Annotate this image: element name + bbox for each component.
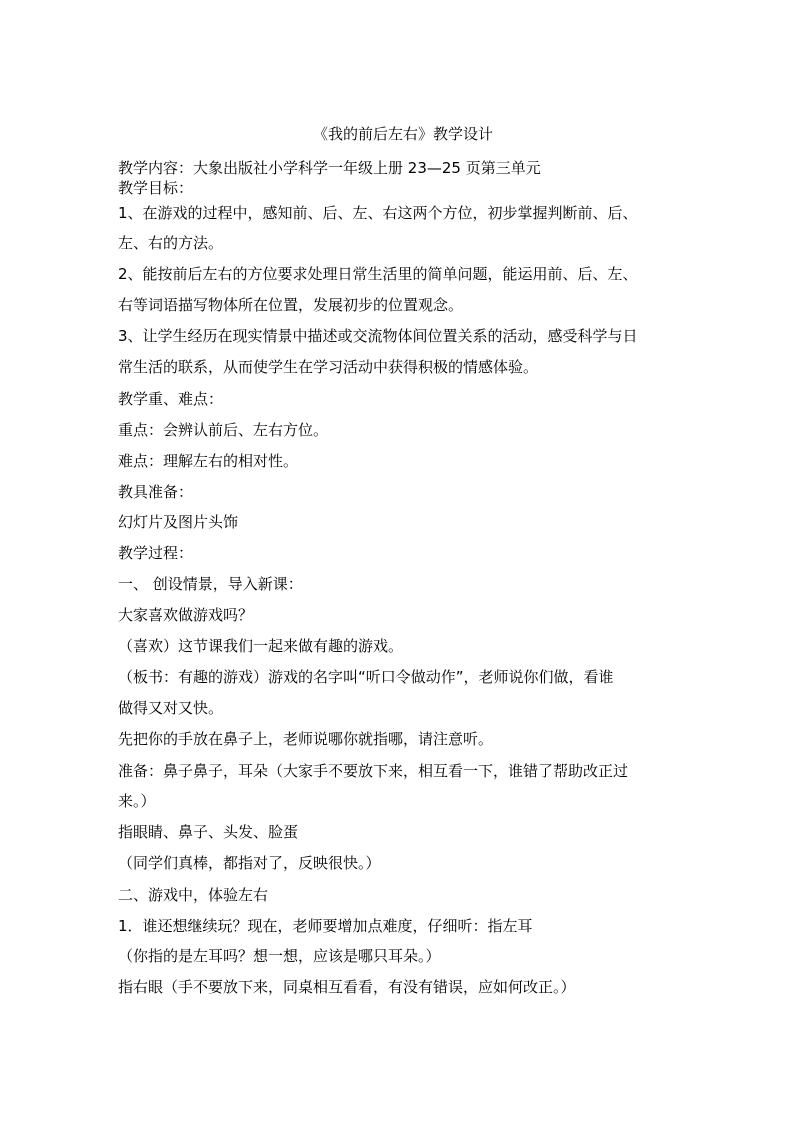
text-line-objective-2b: 右等词语描写物体所在位置，发展初步的位置观念。 — [118, 296, 464, 314]
text-line-prepare-a: 准备：鼻子鼻子，耳朵（大家手不要放下来，相互看一下，谁错了帮助改正过 — [118, 762, 629, 780]
text-line-blackboard-a: （板书：有趣的游戏）游戏的名字叫“听口令做动作”，老师说你们做，看谁 — [118, 668, 614, 686]
text-line-objectives-heading: 教学目标： — [118, 179, 194, 197]
text-line-right-eye: 指右眼（手不要放下来，同桌相互看看，有没有错误，应如何改正。） — [118, 978, 576, 996]
text-line-left-ear-check: （你指的是左耳吗？想一想，应该是哪只耳朵。） — [118, 947, 441, 965]
text-line-left-ear: 1．谁还想继续玩？现在，老师要增加点难度，仔细听：指左耳 — [118, 917, 533, 935]
text-line-section-1: 一、 创设情景，导入新课： — [118, 575, 303, 593]
text-line-process-heading: 教学过程： — [118, 544, 194, 562]
text-line-key-point: 重点：会辨认前后、左右方位。 — [118, 421, 329, 439]
text-line-answer: （喜欢）这节课我们一起来做有趣的游戏。 — [118, 637, 404, 655]
text-line-materials: 幻灯片及图片头饰 — [118, 513, 239, 531]
text-line-section-2: 二、游戏中，体验左右 — [118, 886, 269, 904]
text-line-praise: （同学们真棒，都指对了，反映很快。） — [118, 854, 381, 872]
text-line-objective-1a: 1、在游戏的过程中，感知前、后、左、右这两个方位，初步掌握判断前、后、 — [118, 204, 638, 222]
text-line-difficulty: 难点：理解左右的相对性。 — [118, 452, 299, 470]
document-title: 《我的前后左右》教学设计 — [312, 125, 493, 143]
text-line-prepare-b: 来。） — [118, 792, 156, 810]
text-line-materials-heading: 教具准备： — [118, 483, 194, 501]
text-line-question: 大家喜欢做游戏吗？ — [118, 606, 254, 624]
text-line-point-face: 指眼睛、鼻子、头发、脸蛋 — [118, 823, 299, 841]
text-line-objective-3b: 常生活的联系，从而使学生在学习活动中获得积极的情感体验。 — [118, 358, 539, 376]
text-line-objective-2a: 2、能按前后左右的方位要求处理日常生活里的简单问题，能运用前、后、左、 — [118, 265, 638, 283]
text-line-content: 教学内容：大象出版社小学科学一年级上册 23—25 页第三单元 — [118, 159, 541, 177]
text-line-objective-3a: 3、让学生经历在现实情景中描述或交流物体间位置关系的活动，感受科学与日 — [118, 327, 638, 345]
text-line-objective-1b: 左、右的方法。 — [118, 234, 224, 252]
text-line-instruction: 先把你的手放在鼻子上，老师说哪你就指哪，请注意听。 — [118, 730, 494, 748]
text-line-blackboard-b: 做得又对又快。 — [118, 699, 224, 717]
text-line-key-points-heading: 教学重、难点： — [118, 390, 224, 408]
